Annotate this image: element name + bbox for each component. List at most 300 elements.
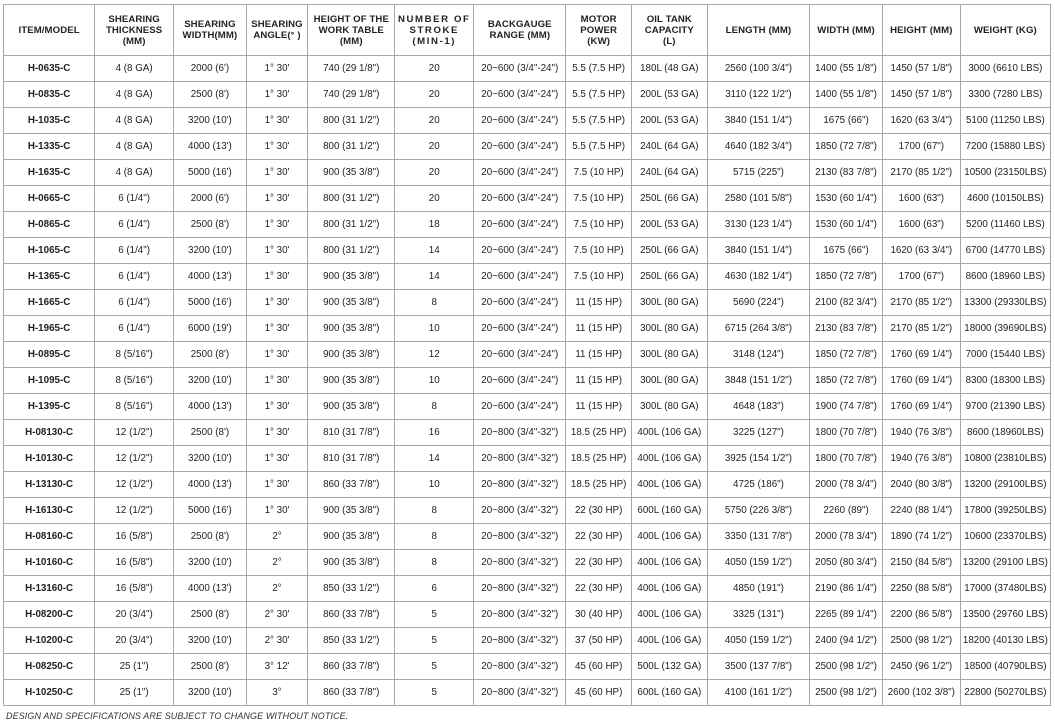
cell-height: 2040 (80 3/8")	[882, 472, 960, 498]
cell-model: H-1065-C	[4, 238, 95, 264]
cell-backgauge-range: 20~800 (3/4"-32")	[474, 524, 566, 550]
cell-weight: 10800 (23810LBS)	[960, 446, 1050, 472]
cell-width: 1400 (55 1/8")	[810, 56, 883, 82]
cell-backgauge-range: 20~600 (3/4"-24")	[474, 108, 566, 134]
cell-width: 1675 (66")	[810, 108, 883, 134]
table-row	[4, 160, 1051, 186]
cell-shearing-angle: 1° 30'	[246, 446, 307, 472]
cell-length: 4050 (159 1/2")	[707, 628, 809, 654]
cell-backgauge-range: 20~600 (3/4"-24")	[474, 186, 566, 212]
cell-number-of-stroke: 20	[395, 134, 474, 160]
cell-model: H-0835-C	[4, 82, 95, 108]
cell-motor-power: 45 (60 HP)	[566, 680, 632, 706]
cell-work-table-height: 900 (35 3/8")	[308, 498, 395, 524]
cell-motor-power: 11 (15 HP)	[566, 316, 632, 342]
cell-work-table-height: 740 (29 1/8")	[308, 82, 395, 108]
cell-shearing-thickness: 8 (5/16")	[95, 394, 174, 420]
cell-shearing-angle: 1° 30'	[246, 420, 307, 446]
cell-width: 2000 (78 3/4")	[810, 524, 883, 550]
cell-width: 1850 (72 7/8")	[810, 342, 883, 368]
cell-oil-tank-capacity: 400L (106 GA)	[631, 446, 707, 472]
cell-length: 5715 (225")	[707, 160, 809, 186]
cell-work-table-height: 800 (31 1/2")	[308, 134, 395, 160]
cell-number-of-stroke: 5	[395, 680, 474, 706]
cell-height: 1890 (74 1/2")	[882, 524, 960, 550]
cell-model: H-1665-C	[4, 290, 95, 316]
cell-number-of-stroke: 6	[395, 576, 474, 602]
table-row	[4, 186, 1051, 212]
cell-shearing-width: 3200 (10')	[174, 368, 247, 394]
cell-number-of-stroke: 16	[395, 420, 474, 446]
cell-shearing-width: 2500 (8')	[174, 342, 247, 368]
cell-height: 1600 (63")	[882, 186, 960, 212]
cell-oil-tank-capacity: 600L (160 GA)	[631, 680, 707, 706]
cell-motor-power: 7.5 (10 HP)	[566, 238, 632, 264]
cell-shearing-thickness: 6 (1/4")	[95, 238, 174, 264]
cell-model: H-0665-C	[4, 186, 95, 212]
cell-height: 2600 (102 3/8")	[882, 680, 960, 706]
cell-shearing-thickness: 4 (8 GA)	[95, 82, 174, 108]
cell-shearing-angle: 2°	[246, 576, 307, 602]
cell-oil-tank-capacity: 600L (160 GA)	[631, 498, 707, 524]
cell-backgauge-range: 20~600 (3/4"-24")	[474, 316, 566, 342]
table-row	[4, 108, 1051, 134]
cell-oil-tank-capacity: 400L (106 GA)	[631, 524, 707, 550]
cell-weight: 7200 (15880 LBS)	[960, 134, 1050, 160]
cell-shearing-width: 4000 (13')	[174, 576, 247, 602]
table-row	[4, 498, 1051, 524]
cell-number-of-stroke: 20	[395, 186, 474, 212]
cell-backgauge-range: 20~600 (3/4"-24")	[474, 394, 566, 420]
cell-number-of-stroke: 8	[395, 524, 474, 550]
cell-shearing-thickness: 6 (1/4")	[95, 264, 174, 290]
cell-model: H-13130-C	[4, 472, 95, 498]
cell-width: 2130 (83 7/8")	[810, 316, 883, 342]
cell-width: 1800 (70 7/8")	[810, 420, 883, 446]
cell-work-table-height: 900 (35 3/8")	[308, 290, 395, 316]
cell-shearing-width: 2500 (8')	[174, 524, 247, 550]
cell-length: 3225 (127")	[707, 420, 809, 446]
cell-weight: 13500 (29760 LBS)	[960, 602, 1050, 628]
cell-weight: 5200 (11460 LBS)	[960, 212, 1050, 238]
cell-shearing-width: 6000 (19')	[174, 316, 247, 342]
cell-oil-tank-capacity: 400L (106 GA)	[631, 602, 707, 628]
header-item-model: ITEM/MODEL	[4, 5, 95, 56]
cell-shearing-thickness: 6 (1/4")	[95, 212, 174, 238]
cell-shearing-angle: 1° 30'	[246, 316, 307, 342]
cell-backgauge-range: 20~600 (3/4"-24")	[474, 342, 566, 368]
cell-shearing-thickness: 25 (1")	[95, 680, 174, 706]
cell-weight: 18200 (40130 LBS)	[960, 628, 1050, 654]
cell-model: H-13160-C	[4, 576, 95, 602]
cell-shearing-angle: 1° 30'	[246, 290, 307, 316]
table-row	[4, 290, 1051, 316]
cell-height: 1620 (63 3/4")	[882, 238, 960, 264]
header-height: HEIGHT (MM)	[882, 5, 960, 56]
table-row	[4, 212, 1051, 238]
cell-width: 1900 (74 7/8")	[810, 394, 883, 420]
header-shearing-width: SHEARING WIDTH(MM)	[174, 5, 247, 56]
cell-backgauge-range: 20~800 (3/4"-32")	[474, 472, 566, 498]
cell-weight: 13300 (29330LBS)	[960, 290, 1050, 316]
cell-number-of-stroke: 14	[395, 446, 474, 472]
cell-shearing-thickness: 6 (1/4")	[95, 186, 174, 212]
cell-number-of-stroke: 8	[395, 550, 474, 576]
cell-oil-tank-capacity: 300L (80 GA)	[631, 316, 707, 342]
cell-weight: 10600 (23370LBS)	[960, 524, 1050, 550]
header-work-table-height: HEIGHT OF THE WORK TABLE (MM)	[308, 5, 395, 56]
cell-oil-tank-capacity: 300L (80 GA)	[631, 394, 707, 420]
cell-length: 4850 (191")	[707, 576, 809, 602]
cell-shearing-width: 4000 (13')	[174, 472, 247, 498]
table-row	[4, 238, 1051, 264]
cell-shearing-angle: 1° 30'	[246, 56, 307, 82]
cell-height: 1760 (69 1/4")	[882, 394, 960, 420]
cell-backgauge-range: 20~800 (3/4"-32")	[474, 576, 566, 602]
cell-length: 3130 (123 1/4")	[707, 212, 809, 238]
cell-width: 2260 (89")	[810, 498, 883, 524]
cell-number-of-stroke: 14	[395, 264, 474, 290]
cell-shearing-angle: 1° 30'	[246, 108, 307, 134]
cell-shearing-angle: 1° 30'	[246, 472, 307, 498]
cell-motor-power: 30 (40 HP)	[566, 602, 632, 628]
cell-oil-tank-capacity: 240L (64 GA)	[631, 160, 707, 186]
cell-shearing-angle: 1° 30'	[246, 394, 307, 420]
cell-shearing-angle: 1° 30'	[246, 368, 307, 394]
cell-backgauge-range: 20~800 (3/4"-32")	[474, 628, 566, 654]
header-shearing-thickness: SHEARING THICKNESS (MM)	[95, 5, 174, 56]
cell-shearing-width: 2500 (8')	[174, 602, 247, 628]
cell-width: 2050 (80 3/4")	[810, 550, 883, 576]
cell-width: 2130 (83 7/8")	[810, 160, 883, 186]
cell-shearing-angle: 1° 30'	[246, 134, 307, 160]
cell-height: 1600 (63")	[882, 212, 960, 238]
cell-shearing-width: 2500 (8')	[174, 82, 247, 108]
cell-height: 1620 (63 3/4")	[882, 108, 960, 134]
cell-motor-power: 18.5 (25 HP)	[566, 420, 632, 446]
cell-shearing-angle: 1° 30'	[246, 212, 307, 238]
cell-motor-power: 5.5 (7.5 HP)	[566, 134, 632, 160]
cell-oil-tank-capacity: 400L (106 GA)	[631, 550, 707, 576]
cell-motor-power: 7.5 (10 HP)	[566, 212, 632, 238]
cell-number-of-stroke: 10	[395, 368, 474, 394]
cell-motor-power: 5.5 (7.5 HP)	[566, 108, 632, 134]
cell-oil-tank-capacity: 300L (80 GA)	[631, 342, 707, 368]
cell-width: 2400 (94 1/2")	[810, 628, 883, 654]
cell-length: 2560 (100 3/4")	[707, 56, 809, 82]
cell-weight: 7000 (15440 LBS)	[960, 342, 1050, 368]
cell-width: 2265 (89 1/4")	[810, 602, 883, 628]
table-row	[4, 56, 1051, 82]
cell-motor-power: 45 (60 HP)	[566, 654, 632, 680]
cell-backgauge-range: 20~800 (3/4"-32")	[474, 446, 566, 472]
table-row	[4, 420, 1051, 446]
table-header	[4, 5, 1051, 56]
cell-shearing-width: 2000 (6')	[174, 56, 247, 82]
cell-length: 3350 (131 7/8")	[707, 524, 809, 550]
cell-length: 3500 (137 7/8")	[707, 654, 809, 680]
cell-oil-tank-capacity: 500L (132 GA)	[631, 654, 707, 680]
cell-oil-tank-capacity: 300L (80 GA)	[631, 368, 707, 394]
cell-number-of-stroke: 8	[395, 498, 474, 524]
cell-number-of-stroke: 20	[395, 108, 474, 134]
cell-backgauge-range: 20~800 (3/4"-32")	[474, 654, 566, 680]
cell-work-table-height: 810 (31 7/8")	[308, 446, 395, 472]
cell-shearing-width: 3200 (10')	[174, 238, 247, 264]
cell-weight: 4600 (10150LBS)	[960, 186, 1050, 212]
cell-shearing-width: 2500 (8')	[174, 654, 247, 680]
cell-shearing-thickness: 20 (3/4")	[95, 628, 174, 654]
cell-shearing-thickness: 6 (1/4")	[95, 290, 174, 316]
cell-width: 2190 (86 1/4")	[810, 576, 883, 602]
cell-shearing-thickness: 12 (1/2")	[95, 446, 174, 472]
cell-weight: 8600 (18960LBS)	[960, 420, 1050, 446]
cell-shearing-angle: 2°	[246, 524, 307, 550]
table-row	[4, 316, 1051, 342]
footnote: DESIGN AND SPECIFICATIONS ARE SUBJECT TO CHANGE WITHOUT NOTICE.	[6, 711, 349, 721]
table-row	[4, 446, 1051, 472]
cell-shearing-thickness: 4 (8 GA)	[95, 56, 174, 82]
cell-model: H-1095-C	[4, 368, 95, 394]
cell-shearing-width: 2500 (8')	[174, 420, 247, 446]
cell-number-of-stroke: 10	[395, 472, 474, 498]
cell-height: 2200 (86 5/8")	[882, 602, 960, 628]
cell-width: 1850 (72 7/8")	[810, 264, 883, 290]
cell-motor-power: 37 (50 HP)	[566, 628, 632, 654]
cell-motor-power: 11 (15 HP)	[566, 342, 632, 368]
cell-model: H-1335-C	[4, 134, 95, 160]
header-motor-power: MOTOR POWER (KW)	[566, 5, 632, 56]
cell-height: 1940 (76 3/8")	[882, 420, 960, 446]
cell-weight: 22800 (50270LBS)	[960, 680, 1050, 706]
cell-length: 4630 (182 1/4")	[707, 264, 809, 290]
cell-shearing-width: 3200 (10')	[174, 550, 247, 576]
cell-number-of-stroke: 14	[395, 238, 474, 264]
header-shearing-angle: SHEARING ANGLE(° )	[246, 5, 307, 56]
cell-weight: 5100 (11250 LBS)	[960, 108, 1050, 134]
table-row	[4, 82, 1051, 108]
table-row	[4, 524, 1051, 550]
cell-model: H-08160-C	[4, 524, 95, 550]
cell-height: 2250 (88 5/8")	[882, 576, 960, 602]
cell-model: H-0635-C	[4, 56, 95, 82]
cell-length: 4725 (186")	[707, 472, 809, 498]
cell-motor-power: 11 (15 HP)	[566, 290, 632, 316]
cell-shearing-angle: 1° 30'	[246, 342, 307, 368]
cell-shearing-thickness: 4 (8 GA)	[95, 160, 174, 186]
cell-motor-power: 11 (15 HP)	[566, 394, 632, 420]
cell-oil-tank-capacity: 200L (53 GA)	[631, 212, 707, 238]
cell-motor-power: 22 (30 HP)	[566, 550, 632, 576]
cell-weight: 10500 (23150LBS)	[960, 160, 1050, 186]
table-row	[4, 134, 1051, 160]
cell-number-of-stroke: 5	[395, 628, 474, 654]
cell-shearing-angle: 3°	[246, 680, 307, 706]
cell-shearing-thickness: 20 (3/4")	[95, 602, 174, 628]
cell-length: 3848 (151 1/2")	[707, 368, 809, 394]
spec-table	[3, 4, 1051, 706]
cell-motor-power: 7.5 (10 HP)	[566, 160, 632, 186]
cell-work-table-height: 800 (31 1/2")	[308, 238, 395, 264]
table-row	[4, 472, 1051, 498]
cell-number-of-stroke: 20	[395, 160, 474, 186]
cell-width: 2500 (98 1/2")	[810, 654, 883, 680]
cell-backgauge-range: 20~600 (3/4"-24")	[474, 56, 566, 82]
cell-shearing-angle: 1° 30'	[246, 186, 307, 212]
header-weight: WEIGHT (KG)	[960, 5, 1050, 56]
cell-height: 2170 (85 1/2")	[882, 290, 960, 316]
cell-weight: 18500 (40790LBS)	[960, 654, 1050, 680]
cell-length: 3840 (151 1/4")	[707, 238, 809, 264]
cell-weight: 17000 (37480LBS)	[960, 576, 1050, 602]
cell-height: 2450 (96 1/2")	[882, 654, 960, 680]
cell-length: 4100 (161 1/2")	[707, 680, 809, 706]
cell-height: 1760 (69 1/4")	[882, 368, 960, 394]
cell-weight: 18000 (39690LBS)	[960, 316, 1050, 342]
cell-shearing-angle: 2° 30'	[246, 628, 307, 654]
cell-shearing-angle: 1° 30'	[246, 82, 307, 108]
cell-width: 2000 (78 3/4")	[810, 472, 883, 498]
header-row	[4, 5, 1051, 56]
cell-model: H-1365-C	[4, 264, 95, 290]
table-body	[4, 56, 1051, 706]
cell-oil-tank-capacity: 250L (66 GA)	[631, 238, 707, 264]
cell-length: 5750 (226 3/8")	[707, 498, 809, 524]
cell-shearing-angle: 2°	[246, 550, 307, 576]
cell-shearing-angle: 3° 12'	[246, 654, 307, 680]
cell-number-of-stroke: 20	[395, 56, 474, 82]
cell-height: 1450 (57 1/8")	[882, 82, 960, 108]
cell-motor-power: 22 (30 HP)	[566, 498, 632, 524]
cell-weight: 13200 (29100LBS)	[960, 472, 1050, 498]
table-row	[4, 550, 1051, 576]
cell-shearing-width: 3200 (10')	[174, 446, 247, 472]
cell-work-table-height: 900 (35 3/8")	[308, 394, 395, 420]
cell-model: H-10130-C	[4, 446, 95, 472]
cell-shearing-thickness: 25 (1")	[95, 654, 174, 680]
cell-height: 2240 (88 1/4")	[882, 498, 960, 524]
cell-work-table-height: 860 (33 7/8")	[308, 680, 395, 706]
cell-length: 4640 (182 3/4")	[707, 134, 809, 160]
cell-backgauge-range: 20~600 (3/4"-24")	[474, 212, 566, 238]
table-row	[4, 654, 1051, 680]
table-row	[4, 342, 1051, 368]
cell-height: 2170 (85 1/2")	[882, 160, 960, 186]
cell-shearing-thickness: 6 (1/4")	[95, 316, 174, 342]
cell-shearing-width: 4000 (13')	[174, 394, 247, 420]
cell-shearing-thickness: 16 (5/8")	[95, 576, 174, 602]
table-row	[4, 602, 1051, 628]
cell-shearing-thickness: 16 (5/8")	[95, 524, 174, 550]
cell-oil-tank-capacity: 400L (106 GA)	[631, 628, 707, 654]
cell-number-of-stroke: 10	[395, 316, 474, 342]
cell-backgauge-range: 20~800 (3/4"-32")	[474, 498, 566, 524]
table-row	[4, 576, 1051, 602]
cell-length: 2580 (101 5/8")	[707, 186, 809, 212]
cell-number-of-stroke: 8	[395, 290, 474, 316]
cell-oil-tank-capacity: 200L (53 GA)	[631, 82, 707, 108]
cell-length: 3925 (154 1/2")	[707, 446, 809, 472]
cell-weight: 13200 (29100 LBS)	[960, 550, 1050, 576]
cell-work-table-height: 860 (33 7/8")	[308, 602, 395, 628]
cell-model: H-10160-C	[4, 550, 95, 576]
cell-backgauge-range: 20~600 (3/4"-24")	[474, 82, 566, 108]
cell-weight: 8600 (18960 LBS)	[960, 264, 1050, 290]
cell-model: H-16130-C	[4, 498, 95, 524]
cell-work-table-height: 900 (35 3/8")	[308, 342, 395, 368]
cell-motor-power: 7.5 (10 HP)	[566, 264, 632, 290]
cell-height: 1700 (67")	[882, 264, 960, 290]
cell-shearing-width: 3200 (10')	[174, 108, 247, 134]
cell-oil-tank-capacity: 300L (80 GA)	[631, 290, 707, 316]
cell-weight: 9700 (21390 LBS)	[960, 394, 1050, 420]
cell-weight: 17800 (39250LBS)	[960, 498, 1050, 524]
cell-oil-tank-capacity: 250L (66 GA)	[631, 186, 707, 212]
cell-height: 1450 (57 1/8")	[882, 56, 960, 82]
table-row	[4, 368, 1051, 394]
cell-weight: 6700 (14770 LBS)	[960, 238, 1050, 264]
cell-shearing-thickness: 12 (1/2")	[95, 472, 174, 498]
cell-model: H-1635-C	[4, 160, 95, 186]
cell-backgauge-range: 20~800 (3/4"-32")	[474, 602, 566, 628]
cell-backgauge-range: 20~600 (3/4"-24")	[474, 290, 566, 316]
cell-oil-tank-capacity: 240L (64 GA)	[631, 134, 707, 160]
cell-shearing-width: 2500 (8')	[174, 212, 247, 238]
header-oil-tank-capacity: OIL TANK CAPACITY (L)	[631, 5, 707, 56]
cell-motor-power: 22 (30 HP)	[566, 524, 632, 550]
table-row	[4, 628, 1051, 654]
cell-motor-power: 22 (30 HP)	[566, 576, 632, 602]
cell-height: 2500 (98 1/2")	[882, 628, 960, 654]
cell-oil-tank-capacity: 400L (106 GA)	[631, 576, 707, 602]
table-row	[4, 394, 1051, 420]
cell-model: H-08250-C	[4, 654, 95, 680]
cell-work-table-height: 900 (35 3/8")	[308, 264, 395, 290]
cell-shearing-width: 5000 (16')	[174, 290, 247, 316]
cell-height: 2150 (84 5/8")	[882, 550, 960, 576]
cell-shearing-angle: 1° 30'	[246, 160, 307, 186]
cell-model: H-10250-C	[4, 680, 95, 706]
cell-length: 6715 (264 3/8")	[707, 316, 809, 342]
cell-work-table-height: 860 (33 7/8")	[308, 472, 395, 498]
cell-shearing-width: 2000 (6')	[174, 186, 247, 212]
cell-shearing-thickness: 8 (5/16")	[95, 368, 174, 394]
cell-model: H-0865-C	[4, 212, 95, 238]
cell-shearing-angle: 1° 30'	[246, 264, 307, 290]
cell-backgauge-range: 20~600 (3/4"-24")	[474, 238, 566, 264]
cell-work-table-height: 800 (31 1/2")	[308, 212, 395, 238]
cell-oil-tank-capacity: 400L (106 GA)	[631, 420, 707, 446]
cell-oil-tank-capacity: 400L (106 GA)	[631, 472, 707, 498]
cell-width: 1675 (66")	[810, 238, 883, 264]
cell-width: 1400 (55 1/8")	[810, 82, 883, 108]
cell-oil-tank-capacity: 200L (53 GA)	[631, 108, 707, 134]
cell-backgauge-range: 20~800 (3/4"-32")	[474, 550, 566, 576]
cell-work-table-height: 900 (35 3/8")	[308, 368, 395, 394]
cell-shearing-thickness: 12 (1/2")	[95, 420, 174, 446]
cell-motor-power: 18.5 (25 HP)	[566, 446, 632, 472]
cell-work-table-height: 800 (31 1/2")	[308, 186, 395, 212]
cell-height: 1940 (76 3/8")	[882, 446, 960, 472]
cell-work-table-height: 900 (35 3/8")	[308, 316, 395, 342]
cell-shearing-thickness: 4 (8 GA)	[95, 108, 174, 134]
cell-work-table-height: 800 (31 1/2")	[308, 108, 395, 134]
header-backgauge-range: BACKGAUGE RANGE (MM)	[474, 5, 566, 56]
cell-width: 1850 (72 7/8")	[810, 368, 883, 394]
cell-length: 3148 (124")	[707, 342, 809, 368]
cell-model: H-08200-C	[4, 602, 95, 628]
cell-length: 3110 (122 1/2")	[707, 82, 809, 108]
